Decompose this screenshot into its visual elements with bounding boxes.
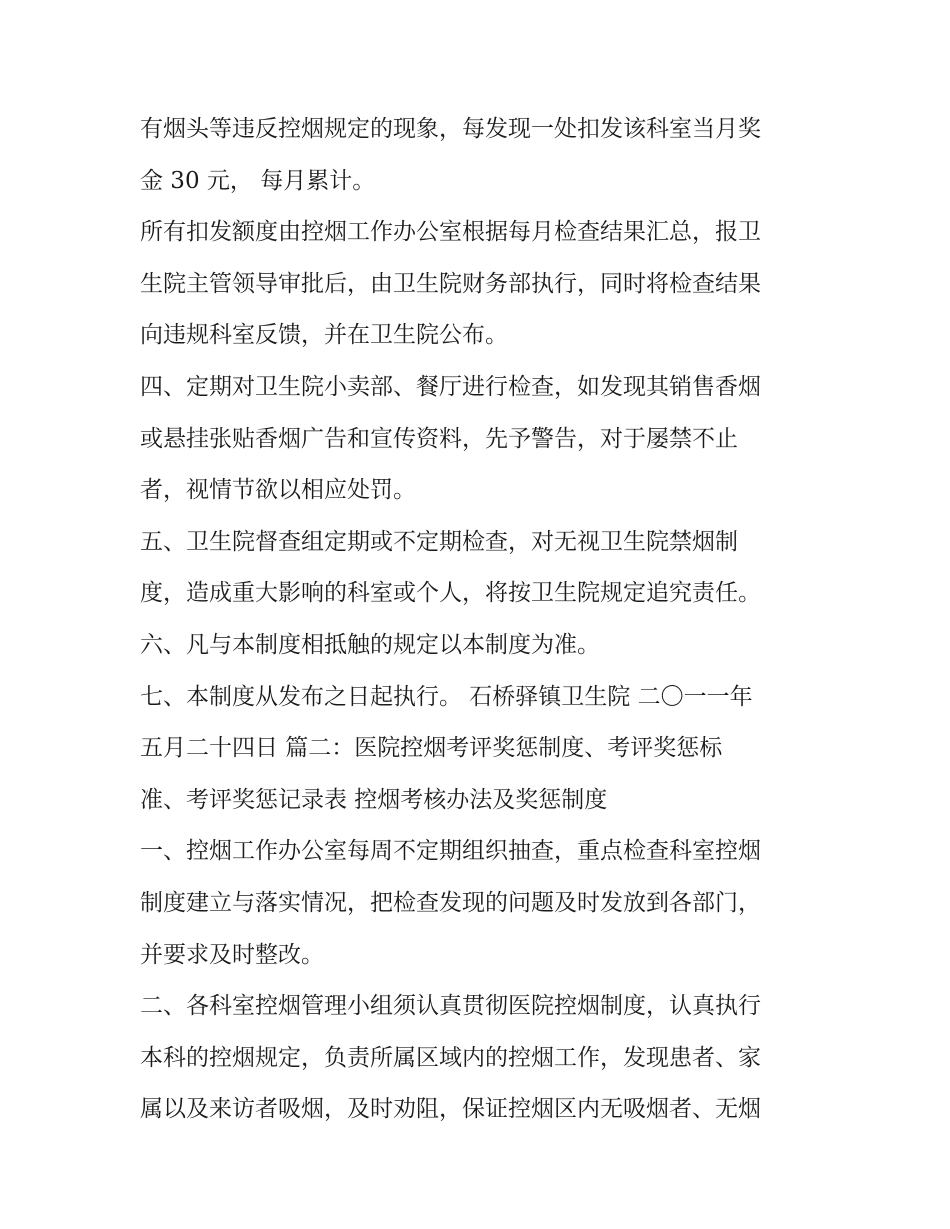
text-line: 六、凡与本制度相抵触的规定以本制度为准。 (140, 631, 600, 658)
text-line: 度，造成重大影响的科室或个人，将按卫生院规定追究责任。 (140, 580, 761, 607)
text-line: 四、定期对卫生院小卖部、餐厅进行检查，如发现其销售香烟 (140, 373, 761, 400)
text-line: 并要求及时整改。 (140, 941, 324, 968)
text-line: 五月二十四日 篇二：医院控烟考评奖惩制度、考评奖惩标 (140, 735, 723, 762)
text-line: 五、卫生院督查组定期或不定期检查，对无视卫生院禁烟制 (140, 528, 738, 555)
text-line: 或悬挂张贴香烟广告和宣传资料，先予警告，对于屡禁不止 (140, 425, 738, 452)
text-line: 所有扣发额度由控烟工作办公室根据每月检查结果汇总，报卫 (140, 219, 761, 246)
text-line: 本科的控烟规定，负责所属区域内的控烟工作，发现患者、家 (140, 1044, 761, 1071)
document-body (140, 104, 830, 1136)
text-line: 者，视情节欲以相应处罚。 (140, 477, 416, 504)
text-line: 金 30 元， 每月累计。 (140, 167, 376, 194)
text-line: 七、本制度从发布之日起执行。 石桥驿镇卫生院 二〇一一年 (140, 683, 753, 710)
text-line: 一、控烟工作办公室每周不定期组织抽查，重点检查科室控烟 (140, 838, 761, 865)
text-line: 有烟头等违反控烟规定的现象，每发现一处扣发该科室当月奖 (140, 116, 761, 142)
text-line: 二、各科室控烟管理小组须认真贯彻医院控烟制度，认真执行 (140, 993, 761, 1020)
text-line: 向违规科室反馈，并在卫生院公布。 (140, 322, 508, 349)
text-line: 属以及来访者吸烟，及时劝阻，保证控烟区内无吸烟者、无烟 (140, 1096, 761, 1123)
text-line: 生院主管领导审批后，由卫生院财务部执行，同时将检查结果 (140, 270, 761, 297)
text-line: 制度建立与落实情况，把检查发现的问题及时发放到各部门， (140, 889, 761, 916)
text-line: 准、考评奖惩记录表 控烟考核办法及奖惩制度 (140, 786, 608, 813)
